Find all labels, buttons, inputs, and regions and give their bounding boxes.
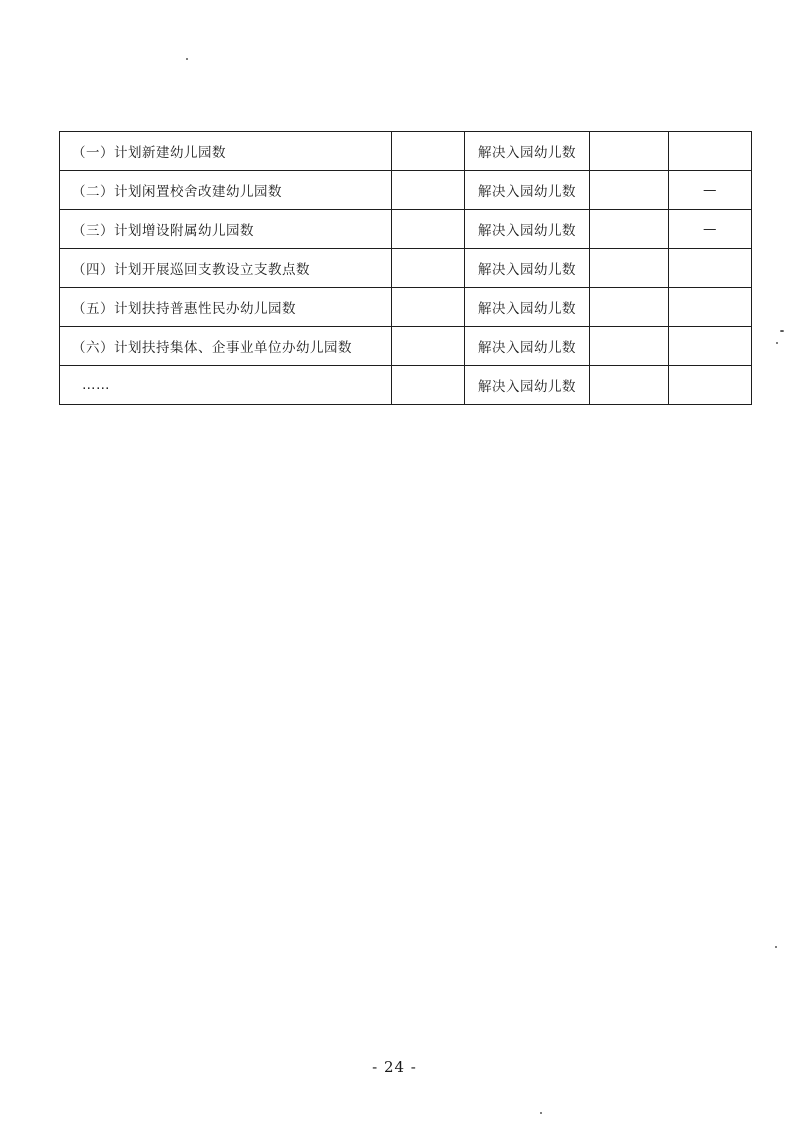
row-label: （六）计划扶持集体、企事业单位办幼儿园数 — [60, 327, 392, 366]
scan-speck — [186, 58, 188, 60]
count-cell — [392, 132, 465, 171]
scan-speck — [780, 330, 784, 332]
metric-value-cell — [590, 366, 669, 405]
count-cell — [392, 249, 465, 288]
mark-cell — [669, 366, 752, 405]
metric-label: 解决入园幼儿数 — [465, 132, 590, 171]
table-row — [60, 210, 752, 249]
count-cell — [392, 171, 465, 210]
table-row — [60, 288, 752, 327]
row-label: （三）计划增设附属幼儿园数 — [60, 210, 392, 249]
mark-cell — [669, 249, 752, 288]
kindergarten-plan-table — [59, 131, 752, 405]
metric-label: 解决入园幼儿数 — [465, 171, 590, 210]
count-cell — [392, 288, 465, 327]
metric-value-cell — [590, 210, 669, 249]
count-cell — [392, 327, 465, 366]
row-label: （五）计划扶持普惠性民办幼儿园数 — [60, 288, 392, 327]
metric-value-cell — [590, 249, 669, 288]
count-cell — [392, 210, 465, 249]
metric-value-cell — [590, 132, 669, 171]
page-number: - 24 - — [372, 1058, 417, 1076]
metric-label: 解决入园幼儿数 — [465, 288, 590, 327]
row-label: （二）计划闲置校舍改建幼儿园数 — [60, 171, 392, 210]
table-row — [60, 132, 752, 171]
metric-value-cell — [590, 327, 669, 366]
scan-speck — [776, 342, 778, 344]
table-row — [60, 171, 752, 210]
mark-cell — [669, 288, 752, 327]
table-row — [60, 249, 752, 288]
metric-label: 解决入园幼儿数 — [465, 366, 590, 405]
row-label: （四）计划开展巡回支教设立支教点数 — [60, 249, 392, 288]
mark-cell: — — [669, 171, 752, 210]
mark-cell — [669, 132, 752, 171]
metric-label: 解决入园幼儿数 — [465, 249, 590, 288]
metric-label: 解决入园幼儿数 — [465, 210, 590, 249]
mark-cell — [669, 327, 752, 366]
table-row — [60, 366, 752, 405]
scan-speck — [540, 1112, 542, 1114]
metric-value-cell — [590, 171, 669, 210]
metric-label: 解决入园幼儿数 — [465, 327, 590, 366]
row-label: （一）计划新建幼儿园数 — [60, 132, 392, 171]
mark-cell: — — [669, 210, 752, 249]
count-cell — [392, 366, 465, 405]
row-label: …… — [60, 366, 392, 405]
metric-value-cell — [590, 288, 669, 327]
table-row — [60, 327, 752, 366]
scan-speck — [775, 946, 777, 948]
